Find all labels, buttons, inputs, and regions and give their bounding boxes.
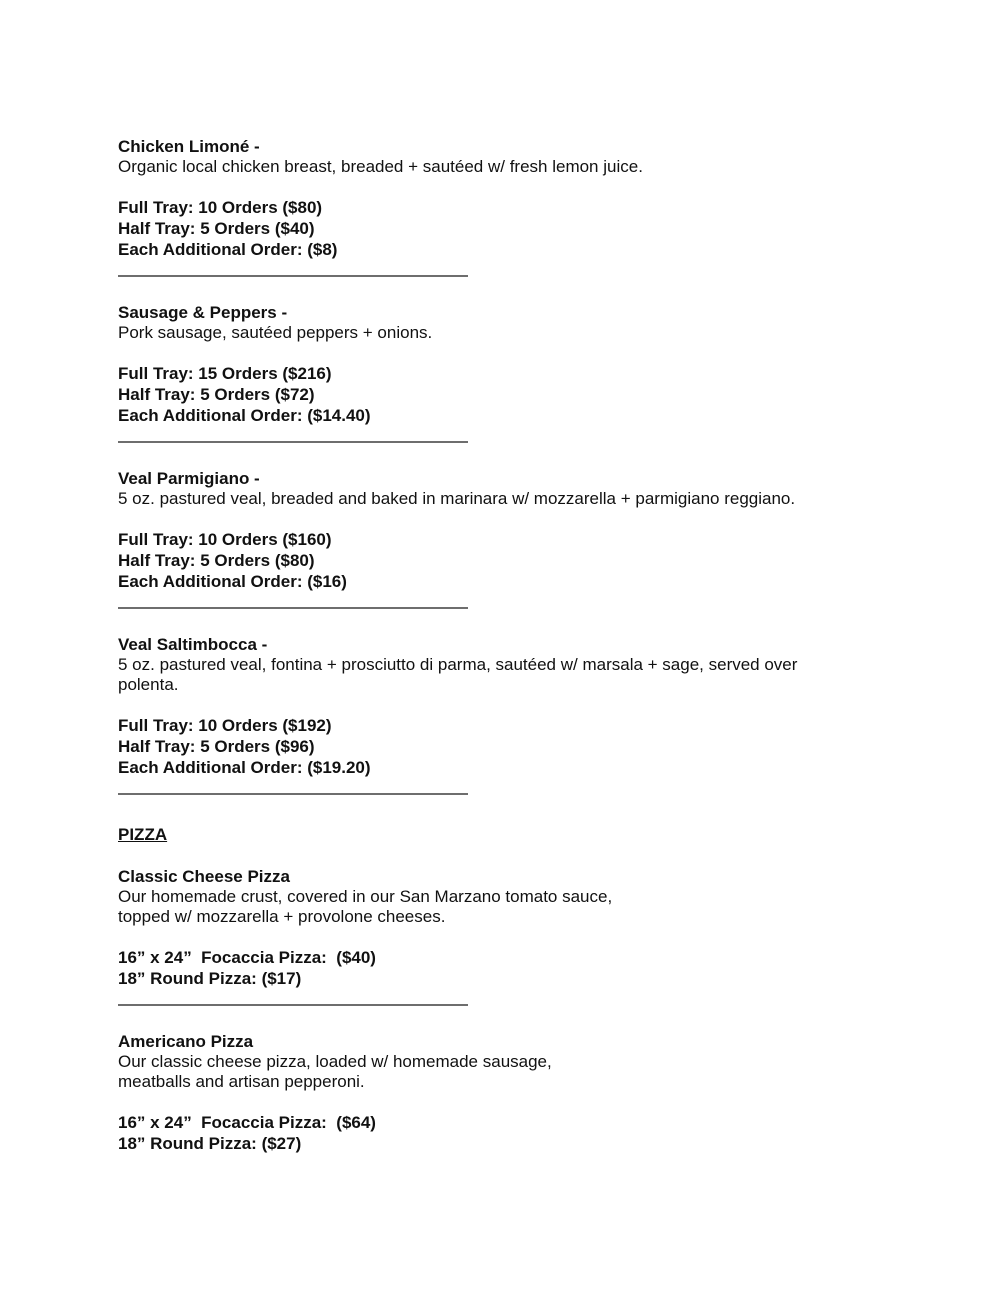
price-list (118, 1112, 878, 1154)
pizza-section (118, 825, 878, 1154)
price-full-tray: Full Tray: 10 Orders ($80) (118, 198, 323, 217)
price-round: 18” Round Pizza: ($27) (118, 1134, 302, 1153)
item-description: Pork sausage, sautéed peppers + onions. (118, 323, 433, 342)
price-full-tray: Full Tray: 10 Orders ($160) (118, 530, 332, 549)
item-title: Sausage & Peppers - (118, 303, 288, 322)
divider (118, 275, 468, 277)
item-description-line: Our homemade crust, covered in our San Marzano tomato sauce, (118, 887, 613, 906)
menu-item-classic-cheese-pizza (118, 867, 878, 1006)
divider (118, 793, 468, 795)
price-half-tray: Half Tray: 5 Orders ($72) (118, 385, 315, 404)
price-additional-order: Each Additional Order: ($14.40) (118, 406, 371, 425)
item-description: Organic local chicken breast, breaded + sautéed w/ fresh lemon juice. (118, 157, 643, 176)
section-heading: PIZZA (118, 825, 168, 844)
menu-item-veal-parmigiano (118, 469, 878, 609)
price-list (118, 529, 878, 592)
price-list (118, 363, 878, 426)
price-focaccia: 16” x 24” Focaccia Pizza: ($40) (118, 948, 376, 967)
price-additional-order: Each Additional Order: ($19.20) (118, 758, 371, 777)
menu-page (118, 137, 878, 1154)
price-half-tray: Half Tray: 5 Orders ($96) (118, 737, 315, 756)
item-title: Chicken Limoné - (118, 137, 260, 156)
price-additional-order: Each Additional Order: ($16) (118, 572, 347, 591)
menu-item-americano-pizza (118, 1032, 878, 1154)
item-description-line: topped w/ mozzarella + provolone cheeses. (118, 907, 446, 926)
item-description-line: polenta. (118, 675, 179, 694)
price-list (118, 197, 878, 260)
price-half-tray: Half Tray: 5 Orders ($40) (118, 219, 315, 238)
item-description-line: 5 oz. pastured veal, fontina + prosciutto di parma, sautéed w/ marsala + sage, served over (118, 655, 798, 674)
price-half-tray: Half Tray: 5 Orders ($80) (118, 551, 315, 570)
menu-item-veal-saltimbocca (118, 635, 878, 795)
item-title: Americano Pizza (118, 1032, 254, 1051)
price-list (118, 715, 878, 778)
item-description: 5 oz. pastured veal, breaded and baked in marinara w/ mozzarella + parmigiano reggiano. (118, 489, 796, 508)
item-title: Veal Saltimbocca - (118, 635, 268, 654)
divider (118, 607, 468, 609)
price-list (118, 947, 878, 989)
price-full-tray: Full Tray: 15 Orders ($216) (118, 364, 332, 383)
item-title: Classic Cheese Pizza (118, 867, 290, 886)
price-full-tray: Full Tray: 10 Orders ($192) (118, 716, 332, 735)
item-title: Veal Parmigiano - (118, 469, 260, 488)
divider (118, 441, 468, 443)
price-additional-order: Each Additional Order: ($8) (118, 240, 338, 259)
price-round: 18” Round Pizza: ($17) (118, 969, 302, 988)
menu-item-chicken-limone (118, 137, 878, 277)
menu-item-sausage-peppers (118, 303, 878, 443)
item-description-line: Our classic cheese pizza, loaded w/ homemade sausage, (118, 1052, 552, 1071)
item-description-line: meatballs and artisan pepperoni. (118, 1072, 365, 1091)
divider (118, 1004, 468, 1006)
price-focaccia: 16” x 24” Focaccia Pizza: ($64) (118, 1113, 376, 1132)
